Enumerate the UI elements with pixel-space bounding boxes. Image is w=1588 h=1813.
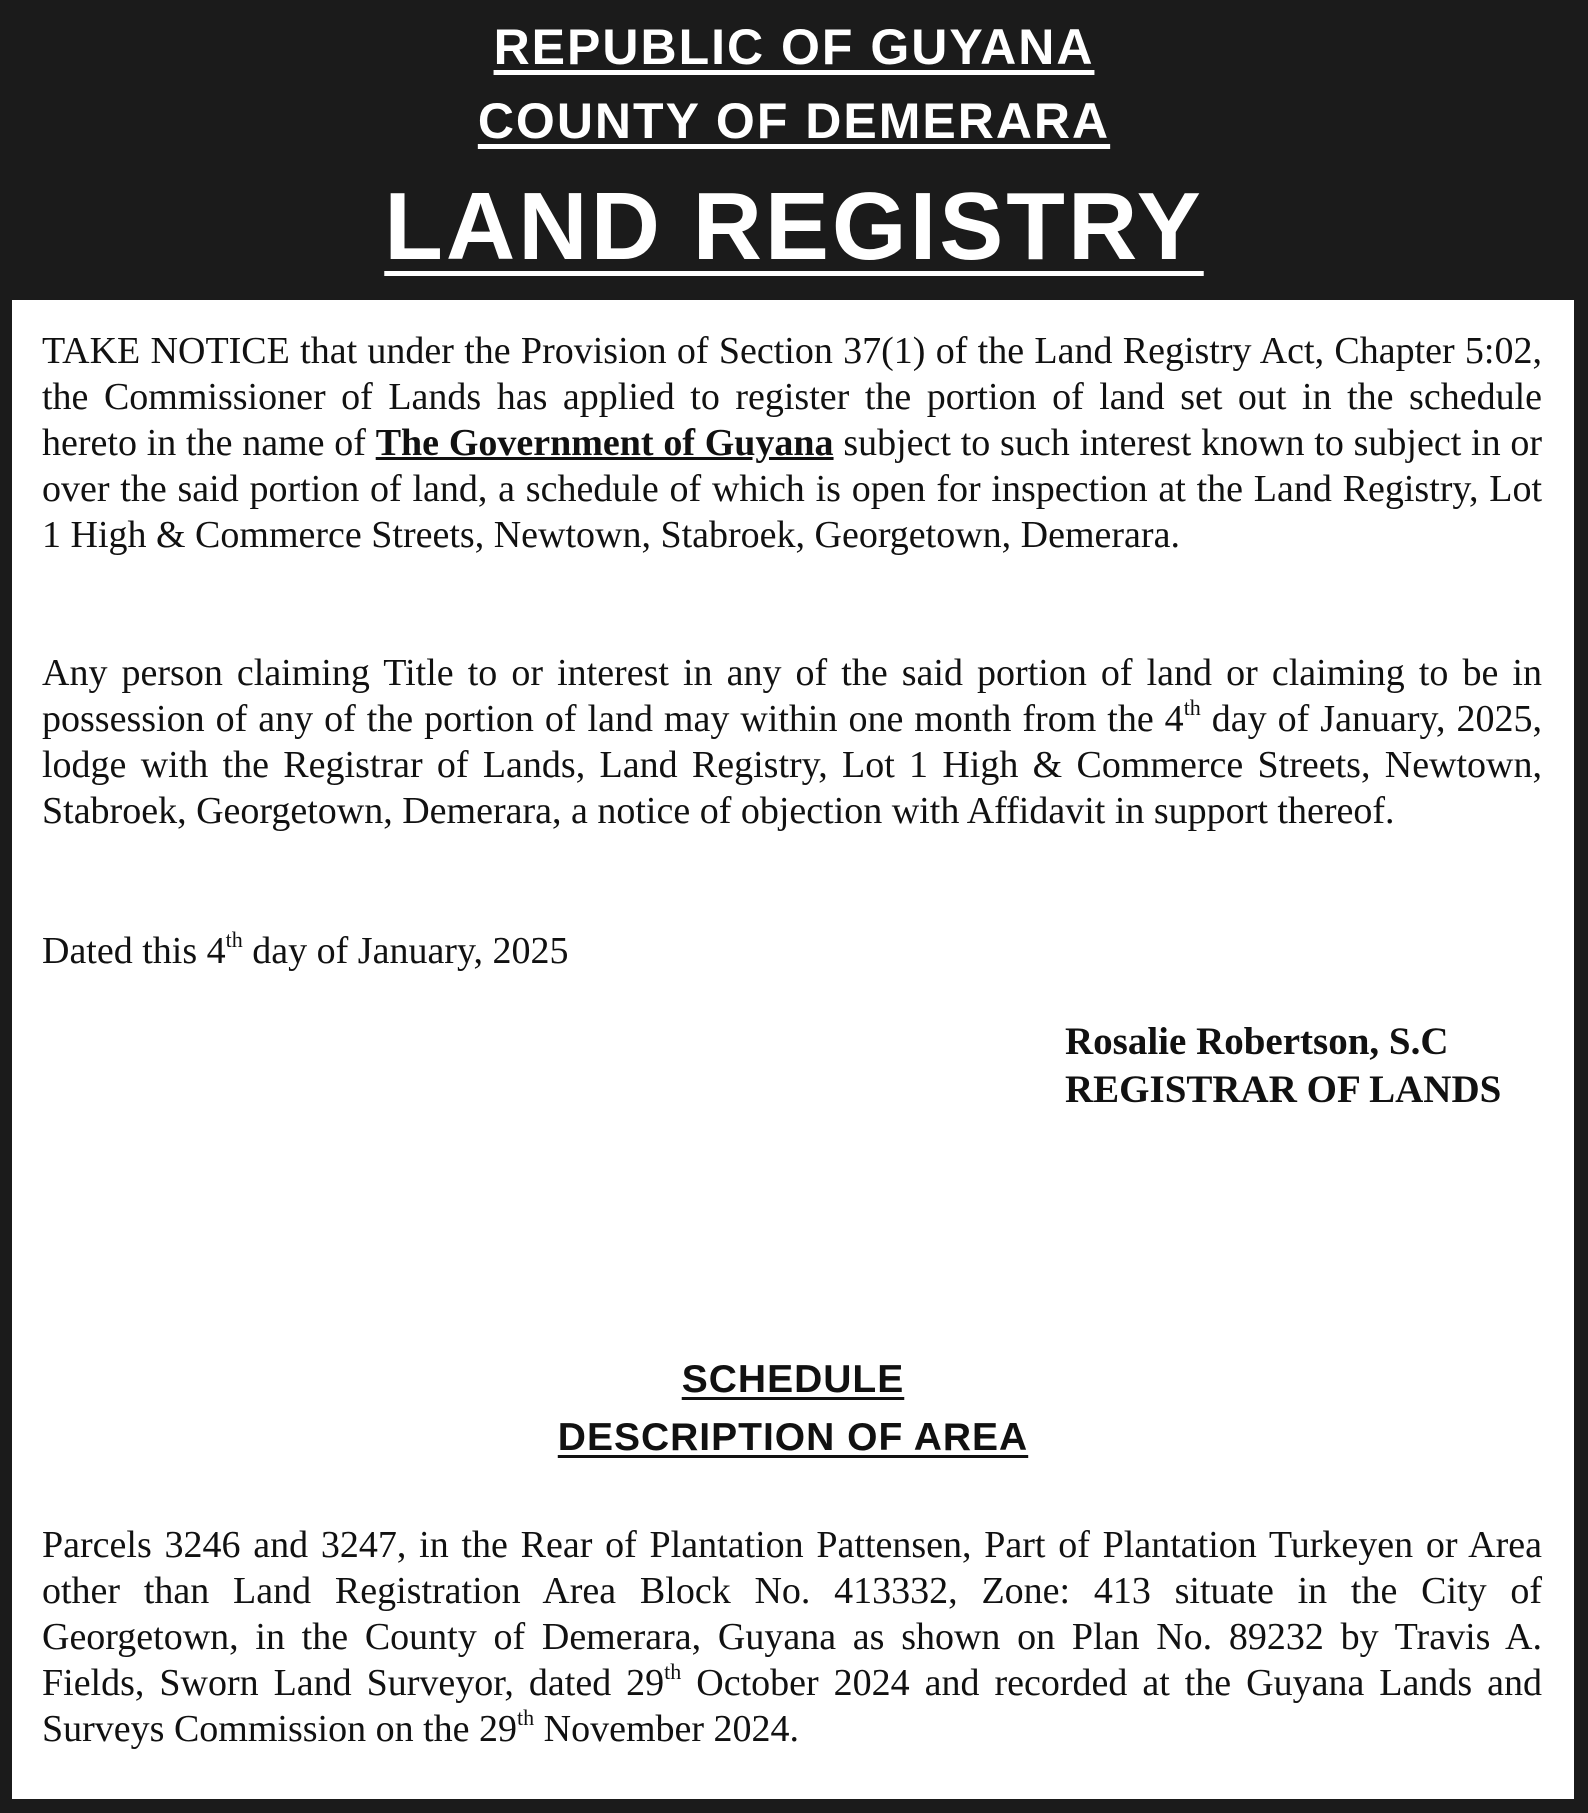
take-notice-paragraph: TAKE NOTICE that under the Provision of Section 37(1) of the Land Registry Act, Chapter 5:02, the Commissioner of Lands has applied to register the portion of land set out in the schedule hereto in the name of The Government of Guyana subject to such interest known to subject in or over the said portion of land, a schedule of which is open for inspection at the Land Registry, Lot 1 High & Commerce Streets, Newtown, Stabroek, Georgetown, Demerara. <box>42 330 1542 556</box>
header-title: LAND REGISTRY <box>384 173 1204 280</box>
schedule-subheading: DESCRIPTION OF AREA <box>557 1416 1029 1459</box>
signatory-name: Rosalie Robertson, S.C <box>1065 1020 1449 1063</box>
applicant-name: The Government of Guyana <box>375 422 834 464</box>
schedule-heading: SCHEDULE <box>681 1358 905 1401</box>
signatory-title: REGISTRAR OF LANDS <box>1065 1068 1502 1111</box>
signature-block <box>1065 1018 1501 1114</box>
notice-header <box>0 0 1588 300</box>
dated-line: Dated this 4th day of January, 2025 <box>42 927 569 972</box>
header-republic: REPUBLIC OF GUYANA <box>493 19 1095 75</box>
header-county: COUNTY OF DEMERARA <box>477 93 1111 149</box>
notice-body <box>12 300 1574 1799</box>
area-description: Parcels 3246 and 3247, in the Rear of Plantation Pattensen, Part of Plantation Turkeyen or Area other than Land Registration Area Block No. 413332, Zone: 413 situate in the City of Georgetown, in the County of Demerara, Guyana as shown on Plan No. 89232 by Travis A. Fields, Sworn Land Surveyor, dated 29th October 2024 and recorded at the Guyana Lands and Surveys Commission on the 29th November 2024. <box>42 1524 1542 1750</box>
objection-paragraph: Any person claiming Title to or interest in any of the said portion of land or claiming to be in possession of any of the portion of land may within one month from the 4th day of January, 2025, lodge with the Registrar of Lands, Land Registry, Lot 1 High & Commerce Streets, Newtown, Stabroek, Georgetown, Demerara, a notice of objection with Affidavit in support thereof. <box>42 652 1542 832</box>
